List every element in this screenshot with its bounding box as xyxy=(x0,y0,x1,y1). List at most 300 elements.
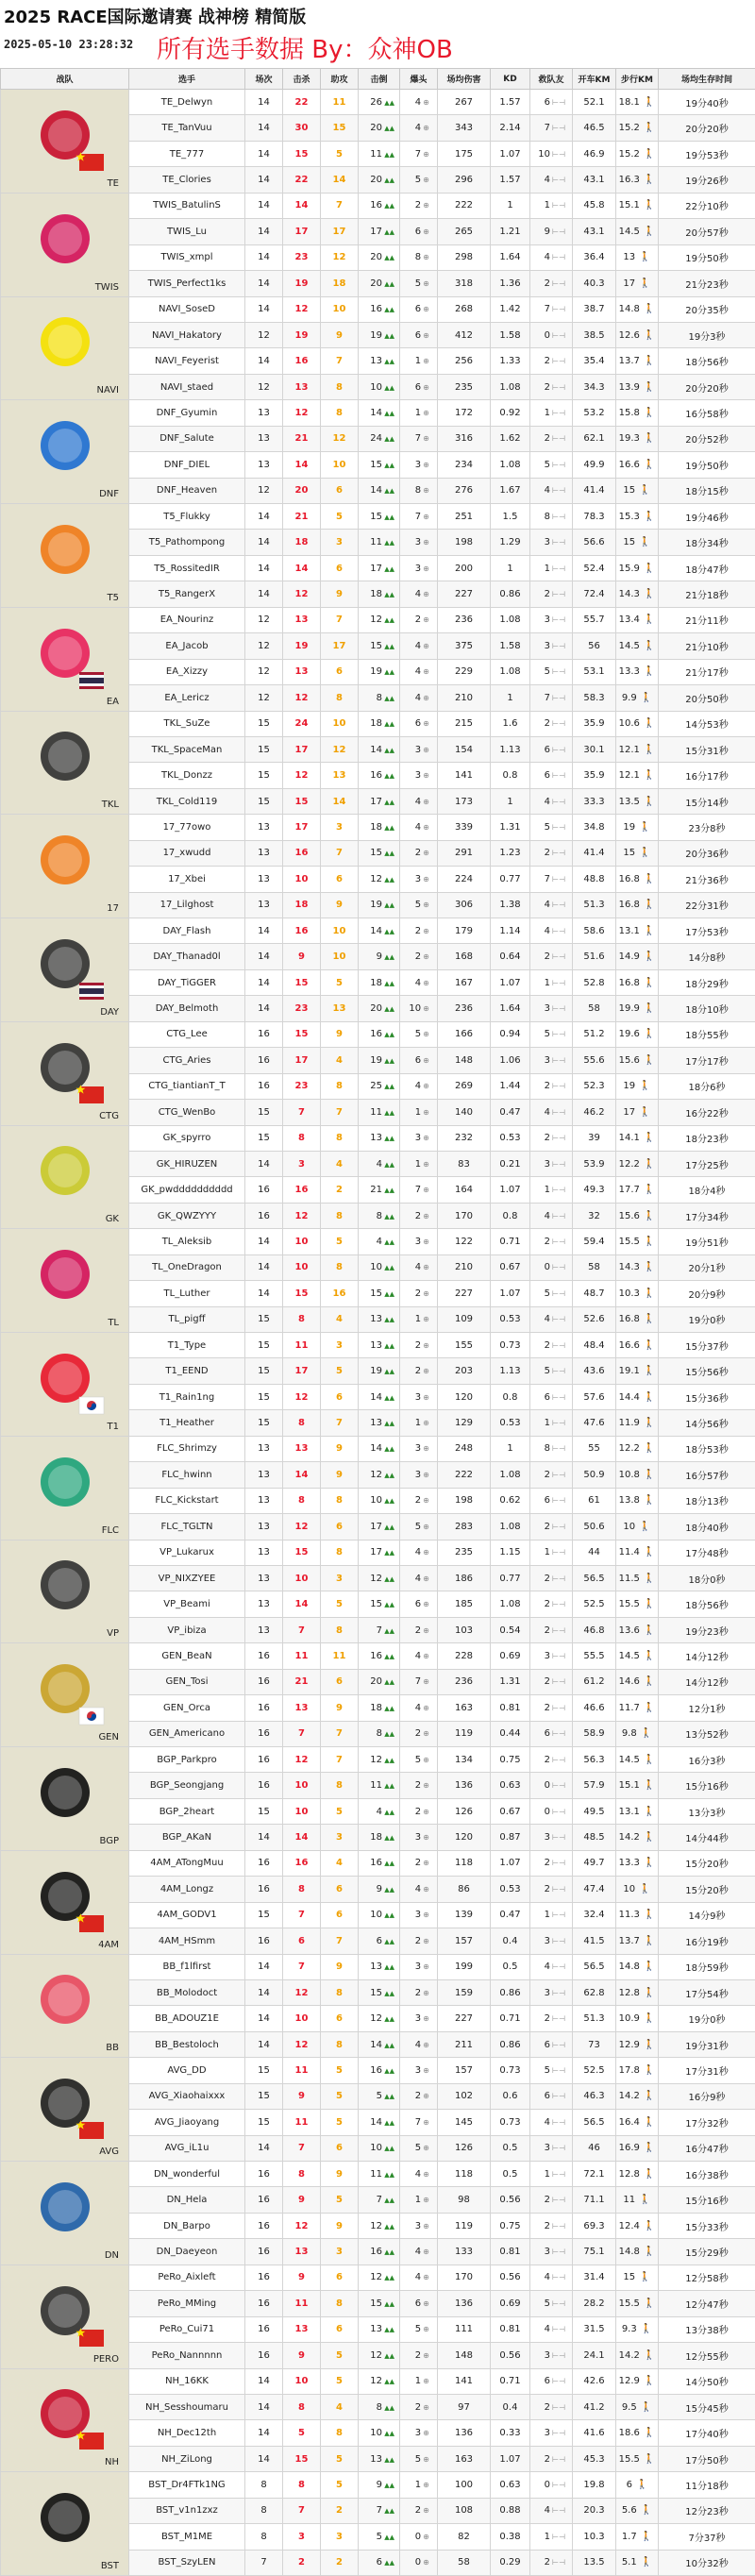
headshots-value xyxy=(400,1410,438,1436)
target-icon: ⊕ xyxy=(423,823,429,832)
table-row xyxy=(1,2472,755,2498)
revives-number: 1 xyxy=(537,1910,550,1920)
team-name: BST xyxy=(3,2561,126,2575)
drive-km-value: 56 xyxy=(573,633,616,659)
drive-km-value: 69.3 xyxy=(573,2213,616,2238)
revives-number: 2 xyxy=(537,1237,550,1247)
target-icon: ⊕ xyxy=(423,979,429,987)
kills-value: 12 xyxy=(283,685,321,711)
matches-value: 12 xyxy=(245,607,283,632)
kills-value: 15 xyxy=(283,1540,321,1565)
avg-damage-value: 167 xyxy=(438,969,491,995)
target-icon: ⊕ xyxy=(423,2533,429,2541)
team-cell xyxy=(1,296,129,400)
avg-survival-value: 19分0秒 xyxy=(659,1306,755,1332)
revives-value xyxy=(530,555,573,581)
revives-value xyxy=(530,2394,573,2419)
revives-value xyxy=(530,2135,573,2161)
walking-icon: 🚶 xyxy=(644,2169,655,2180)
headshots-number: 2 xyxy=(408,1288,421,1299)
walk-km-value xyxy=(616,711,659,736)
revives-value xyxy=(530,1825,573,1850)
walking-icon: 🚶 xyxy=(644,1780,655,1791)
player-name: T5_RossitedIR xyxy=(129,555,245,581)
assists-value: 4 xyxy=(321,1850,359,1876)
knock-icon: ▲▲ xyxy=(382,2326,394,2333)
player-name: GEN_Orca xyxy=(129,1695,245,1721)
walk-km-value xyxy=(616,1825,659,1850)
kd-value: 0.88 xyxy=(491,2498,530,2523)
walk-km-number: 13.9 xyxy=(619,382,640,393)
headshots-number: 2 xyxy=(408,615,421,625)
revives-value xyxy=(530,1747,573,1773)
avg-damage-value: 227 xyxy=(438,2006,491,2031)
table-row xyxy=(1,504,755,530)
kills-value: 11 xyxy=(283,1643,321,1669)
headshots-value xyxy=(400,1773,438,1798)
walk-km-number: 11.3 xyxy=(619,1910,640,1920)
knock-icon: ▲▲ xyxy=(382,2456,394,2464)
gk-icon xyxy=(23,1138,108,1214)
matches-value: 15 xyxy=(245,788,283,814)
revives-value xyxy=(530,1410,573,1436)
kd-value: 1.67 xyxy=(491,478,530,503)
team-name: EA xyxy=(3,697,126,711)
player-name: GEN_BeaN xyxy=(129,1643,245,1669)
walking-icon: 🚶 xyxy=(644,2040,655,2050)
player-name: PeRo_Cui71 xyxy=(129,2316,245,2342)
revives-number: 1 xyxy=(537,200,550,210)
walking-icon: 🚶 xyxy=(644,1807,655,1817)
drive-km-value: 45.8 xyxy=(573,193,616,218)
drive-km-value: 47.6 xyxy=(573,1410,616,1436)
team-cell xyxy=(1,504,129,608)
avg-survival-value: 15分36秒 xyxy=(659,1384,755,1409)
knocks-value xyxy=(359,659,400,684)
headshots-number: 6 xyxy=(408,330,421,341)
table-row xyxy=(1,90,755,115)
avg-damage-value: 170 xyxy=(438,1203,491,1228)
matches-value: 13 xyxy=(245,1488,283,1513)
headshots-number: 3 xyxy=(408,2221,421,2231)
target-icon: ⊕ xyxy=(423,2222,429,2231)
headshots-value xyxy=(400,1850,438,1876)
revives-value xyxy=(530,2316,573,2342)
target-icon: ⊕ xyxy=(423,927,429,935)
walk-km-value xyxy=(616,2265,659,2290)
avg-damage-value: 82 xyxy=(438,2524,491,2550)
knock-icon: ▲▲ xyxy=(382,514,394,521)
tiger-icon xyxy=(23,828,108,903)
revives-number: 2 xyxy=(537,589,550,599)
headshots-value xyxy=(400,2316,438,2342)
drive-km-value: 58 xyxy=(573,996,616,1021)
headshots-value xyxy=(400,296,438,322)
drive-km-value: 51.3 xyxy=(573,2006,616,2031)
kd-value: 1.44 xyxy=(491,1073,530,1099)
avg-damage-value: 228 xyxy=(438,1643,491,1669)
walking-icon: 🚶 xyxy=(644,1211,655,1221)
headshots-number: 4 xyxy=(408,97,421,108)
knock-icon: ▲▲ xyxy=(382,668,394,676)
knocks-number: 12 xyxy=(363,615,382,625)
matches-value: 13 xyxy=(245,1462,283,1488)
knocks-value xyxy=(359,2446,400,2471)
assists-value: 8 xyxy=(321,1773,359,1798)
knock-icon: ▲▲ xyxy=(382,2378,394,2385)
team-cell xyxy=(1,815,129,918)
walking-icon: 🚶 xyxy=(644,1314,655,1324)
matches-value: 14 xyxy=(245,348,283,374)
revive-icon: ⊢⊣ xyxy=(552,1419,565,1427)
matches-value: 14 xyxy=(245,271,283,296)
matches-value: 16 xyxy=(245,2187,283,2213)
matches-value: 16 xyxy=(245,2291,283,2316)
assists-value: 6 xyxy=(321,2135,359,2161)
player-name: FLC_hwinn xyxy=(129,1462,245,1488)
walk-km-number: 15.1 xyxy=(619,200,640,210)
kills-value: 7 xyxy=(283,1721,321,1746)
walk-km-value xyxy=(616,1721,659,1746)
knocks-value xyxy=(359,1902,400,1928)
drive-km-value: 59.4 xyxy=(573,1229,616,1254)
kd-value: 1.57 xyxy=(491,167,530,193)
avg-survival-value: 18分55秒 xyxy=(659,1021,755,1047)
walking-icon: 🚶 xyxy=(644,1988,655,1998)
knocks-number: 20 xyxy=(363,252,382,262)
revive-icon: ⊢⊣ xyxy=(552,952,565,961)
tyloo-icon xyxy=(23,1242,108,1318)
avg-damage-value: 211 xyxy=(438,2031,491,2057)
knocks-number: 12 xyxy=(363,2350,382,2361)
target-icon: ⊕ xyxy=(423,201,429,210)
walk-km-number: 13.5 xyxy=(619,797,640,807)
assists-value: 5 xyxy=(321,2058,359,2083)
matches-value: 16 xyxy=(245,1643,283,1669)
kills-value: 16 xyxy=(283,1850,321,1876)
knocks-value xyxy=(359,815,400,840)
knocks-number: 18 xyxy=(363,978,382,988)
drive-km-value: 48.7 xyxy=(573,1281,616,1306)
avg-damage-value: 126 xyxy=(438,1798,491,1824)
column-header: 场均生存时间 xyxy=(659,69,755,90)
assists-value: 7 xyxy=(321,348,359,374)
matches-value: 14 xyxy=(245,193,283,218)
matches-value: 14 xyxy=(245,90,283,115)
assists-value: 11 xyxy=(321,90,359,115)
kd-value: 1.38 xyxy=(491,892,530,918)
revives-number: 2 xyxy=(537,356,550,366)
kills-value: 9 xyxy=(283,2083,321,2109)
walking-icon: 🚶 xyxy=(644,97,655,108)
walking-icon: 🚶 xyxy=(644,1599,655,1609)
knocks-value xyxy=(359,244,400,270)
headshots-number: 4 xyxy=(408,693,421,703)
team-cell xyxy=(1,1125,129,1229)
matches-value: 13 xyxy=(245,452,283,478)
player-name: TE_Delwyn xyxy=(129,90,245,115)
avg-damage-value: 119 xyxy=(438,2213,491,2238)
walking-icon: 🚶 xyxy=(644,408,655,418)
walk-km-number: 13.1 xyxy=(619,1807,640,1817)
walk-km-value xyxy=(616,1281,659,1306)
kills-value: 5 xyxy=(283,2420,321,2446)
drive-km-value: 52.4 xyxy=(573,555,616,581)
table-row xyxy=(1,296,755,322)
player-name: TWIS_BatulinS xyxy=(129,193,245,218)
revives-number: 3 xyxy=(537,2143,550,2153)
headshots-value xyxy=(400,607,438,632)
headshots-number: 1 xyxy=(408,1314,421,1324)
revives-number: 4 xyxy=(537,252,550,262)
avg-survival-value: 16分38秒 xyxy=(659,2162,755,2187)
avg-survival-value: 19分31秒 xyxy=(659,2031,755,2057)
revives-number: 2 xyxy=(537,433,550,444)
drive-km-value: 53.9 xyxy=(573,1151,616,1176)
revive-icon: ⊢⊣ xyxy=(552,2377,565,2385)
kills-value: 10 xyxy=(283,1565,321,1591)
drive-km-value: 32.4 xyxy=(573,1902,616,1928)
headshots-number: 7 xyxy=(408,149,421,160)
matches-value: 15 xyxy=(245,1358,283,1384)
drive-km-value: 49.3 xyxy=(573,1177,616,1203)
walking-icon: 🚶 xyxy=(644,718,655,729)
avg-survival-value: 15分56秒 xyxy=(659,1358,755,1384)
knocks-value xyxy=(359,478,400,503)
table-row xyxy=(1,1540,755,1565)
walking-icon: 🚶 xyxy=(641,2532,652,2542)
avg-damage-value: 251 xyxy=(438,504,491,530)
knock-icon: ▲▲ xyxy=(382,1809,394,1816)
avg-survival-value: 19分26秒 xyxy=(659,167,755,193)
kd-value: 0.5 xyxy=(491,2135,530,2161)
knocks-number: 20 xyxy=(363,123,382,133)
revives-value xyxy=(530,2291,573,2316)
revive-icon: ⊢⊣ xyxy=(552,823,565,832)
kd-value: 0.73 xyxy=(491,2058,530,2083)
revive-icon: ⊢⊣ xyxy=(552,2429,565,2437)
knocks-number: 12 xyxy=(363,874,382,884)
walk-km-number: 19 xyxy=(623,822,635,833)
kills-value: 13 xyxy=(283,1695,321,1721)
target-icon: ⊕ xyxy=(423,1030,429,1038)
headshots-value xyxy=(400,2083,438,2109)
revives-value xyxy=(530,2343,573,2368)
walk-km-number: 17.8 xyxy=(619,2065,640,2076)
avg-survival-value: 15分20秒 xyxy=(659,1877,755,1902)
avg-damage-value: 265 xyxy=(438,219,491,244)
knock-icon: ▲▲ xyxy=(382,1109,394,1117)
walk-km-value xyxy=(616,685,659,711)
avg-damage-value: 163 xyxy=(438,1695,491,1721)
walk-km-number: 16.9 xyxy=(619,2143,640,2153)
kills-value: 12 xyxy=(283,2213,321,2238)
headshots-value xyxy=(400,478,438,503)
revive-icon: ⊢⊣ xyxy=(552,1471,565,1479)
revives-number: 6 xyxy=(537,770,550,781)
walking-icon: 🚶 xyxy=(639,252,650,262)
target-icon: ⊕ xyxy=(423,771,429,780)
revives-value xyxy=(530,763,573,788)
target-icon: ⊕ xyxy=(423,1289,429,1298)
knock-icon: ▲▲ xyxy=(382,747,394,754)
knock-icon: ▲▲ xyxy=(382,1342,394,1350)
walk-km-value xyxy=(616,1747,659,1773)
revives-value xyxy=(530,840,573,866)
headshots-value xyxy=(400,581,438,607)
kd-value: 1.21 xyxy=(491,219,530,244)
headshots-value xyxy=(400,1100,438,1125)
walking-icon: 🚶 xyxy=(644,951,655,962)
revives-number: 1 xyxy=(537,1185,550,1195)
avg-damage-value: 102 xyxy=(438,2083,491,2109)
matches-value: 15 xyxy=(245,1306,283,1332)
player-name: 17_xwudd xyxy=(129,840,245,866)
table-row xyxy=(1,1229,755,1254)
revive-icon: ⊢⊣ xyxy=(552,1704,565,1712)
knock-icon: ▲▲ xyxy=(382,2119,394,2127)
revives-value xyxy=(530,1954,573,1979)
revives-number: 3 xyxy=(537,641,550,651)
revive-icon: ⊢⊣ xyxy=(552,1729,565,1738)
revives-number: 5 xyxy=(537,1366,550,1376)
team-name: DAY xyxy=(3,1007,126,1021)
walking-icon: 🚶 xyxy=(644,1936,655,1946)
team-name: T1 xyxy=(3,1422,126,1436)
player-name: DAY_TiGGER xyxy=(129,969,245,995)
knocks-value xyxy=(359,1229,400,1254)
walk-km-number: 18.6 xyxy=(619,2428,640,2438)
avg-survival-value: 21分18秒 xyxy=(659,581,755,607)
avg-survival-value: 20分1秒 xyxy=(659,1254,755,1280)
revives-value xyxy=(530,348,573,374)
walk-km-value xyxy=(616,400,659,426)
team-cell xyxy=(1,2368,129,2472)
revive-icon: ⊢⊣ xyxy=(552,2403,565,2412)
knocks-number: 15 xyxy=(363,2298,382,2309)
assists-value: 9 xyxy=(321,1462,359,1488)
headshots-number: 4 xyxy=(408,589,421,599)
knock-icon: ▲▲ xyxy=(382,1445,394,1453)
knocks-number: 11 xyxy=(363,149,382,160)
kd-value: 1.08 xyxy=(491,659,530,684)
kd-value: 0.53 xyxy=(491,1410,530,1436)
headshots-number: 3 xyxy=(408,460,421,470)
revive-icon: ⊢⊣ xyxy=(552,1781,565,1790)
headshots-number: 1 xyxy=(408,2376,421,2386)
revive-icon: ⊢⊣ xyxy=(552,434,565,443)
revives-value xyxy=(530,996,573,1021)
walking-icon: 🚶 xyxy=(644,2454,655,2465)
headshots-number: 4 xyxy=(408,666,421,677)
kills-value: 12 xyxy=(283,1384,321,1409)
column-header: 击杀 xyxy=(283,69,321,90)
kd-value: 0.4 xyxy=(491,1928,530,1954)
knock-icon: ▲▲ xyxy=(382,1290,394,1298)
headshots-number: 7 xyxy=(408,512,421,522)
walking-icon: 🚶 xyxy=(644,1651,655,1661)
table-row xyxy=(1,1436,755,1461)
assists-value: 6 xyxy=(321,1877,359,1902)
matches-value: 15 xyxy=(245,1100,283,1125)
avg-damage-value: 155 xyxy=(438,1333,491,1358)
revives-value xyxy=(530,1979,573,2005)
kd-value: 0.44 xyxy=(491,1721,530,1746)
walk-km-number: 11.5 xyxy=(619,1574,640,1584)
team-cell xyxy=(1,1436,129,1540)
revive-icon: ⊢⊣ xyxy=(552,1263,565,1271)
knock-icon: ▲▲ xyxy=(382,2300,394,2308)
knock-icon: ▲▲ xyxy=(382,1213,394,1221)
matches-value: 15 xyxy=(245,2110,283,2135)
team-name: BB xyxy=(3,2043,126,2057)
kills-value: 7 xyxy=(283,1617,321,1642)
headshots-number: 6 xyxy=(408,304,421,314)
walk-km-number: 16.8 xyxy=(619,874,640,884)
assists-value: 5 xyxy=(321,969,359,995)
revives-number: 1 xyxy=(537,408,550,418)
headshots-number: 4 xyxy=(408,978,421,988)
revive-icon: ⊢⊣ xyxy=(552,2506,565,2515)
matches-value: 12 xyxy=(245,659,283,684)
player-name: 4AM_Longz xyxy=(129,1877,245,1902)
matches-value: 15 xyxy=(245,1384,283,1409)
revive-icon: ⊢⊣ xyxy=(552,719,565,728)
avg-survival-value: 14分53秒 xyxy=(659,711,755,736)
revive-icon: ⊢⊣ xyxy=(552,1186,565,1194)
knock-icon: ▲▲ xyxy=(382,2482,394,2489)
knocks-number: 20 xyxy=(363,278,382,289)
kills-value: 14 xyxy=(283,193,321,218)
assists-value: 3 xyxy=(321,1333,359,1358)
avg-survival-value: 14分9秒 xyxy=(659,1902,755,1928)
kd-value: 0.53 xyxy=(491,1125,530,1151)
knocks-value xyxy=(359,1410,400,1436)
assists-value: 8 xyxy=(321,1540,359,1565)
avg-damage-value: 58 xyxy=(438,2550,491,2575)
t5-icon xyxy=(23,517,108,593)
knocks-number: 10 xyxy=(363,1910,382,1920)
knocks-value xyxy=(359,1695,400,1721)
drive-km-value: 71.1 xyxy=(573,2187,616,2213)
headshots-value xyxy=(400,530,438,555)
revive-icon: ⊢⊣ xyxy=(552,849,565,857)
assists-value: 13 xyxy=(321,763,359,788)
avg-damage-value: 122 xyxy=(438,1229,491,1254)
knock-icon: ▲▲ xyxy=(382,1886,394,1894)
kills-value: 17 xyxy=(283,1358,321,1384)
knocks-value xyxy=(359,219,400,244)
walk-km-value xyxy=(616,322,659,347)
walk-km-number: 15 xyxy=(623,537,635,547)
kd-value: 1.13 xyxy=(491,736,530,762)
knocks-number: 17 xyxy=(363,797,382,807)
kills-value: 8 xyxy=(283,2472,321,2498)
headshots-value xyxy=(400,2265,438,2290)
revive-icon: ⊢⊣ xyxy=(552,746,565,754)
target-icon: ⊕ xyxy=(423,2273,429,2281)
headshots-number: 10 xyxy=(408,1003,421,1014)
avg-survival-value: 18分47秒 xyxy=(659,555,755,581)
kd-value: 1.29 xyxy=(491,530,530,555)
knocks-number: 4 xyxy=(363,1159,382,1170)
revives-number: 4 xyxy=(537,2117,550,2128)
assists-value: 7 xyxy=(321,193,359,218)
avg-survival-value: 11分18秒 xyxy=(659,2472,755,2498)
kd-value: 1.08 xyxy=(491,1514,530,1540)
walk-km-value xyxy=(616,1565,659,1591)
walk-km-number: 13.1 xyxy=(619,926,640,936)
